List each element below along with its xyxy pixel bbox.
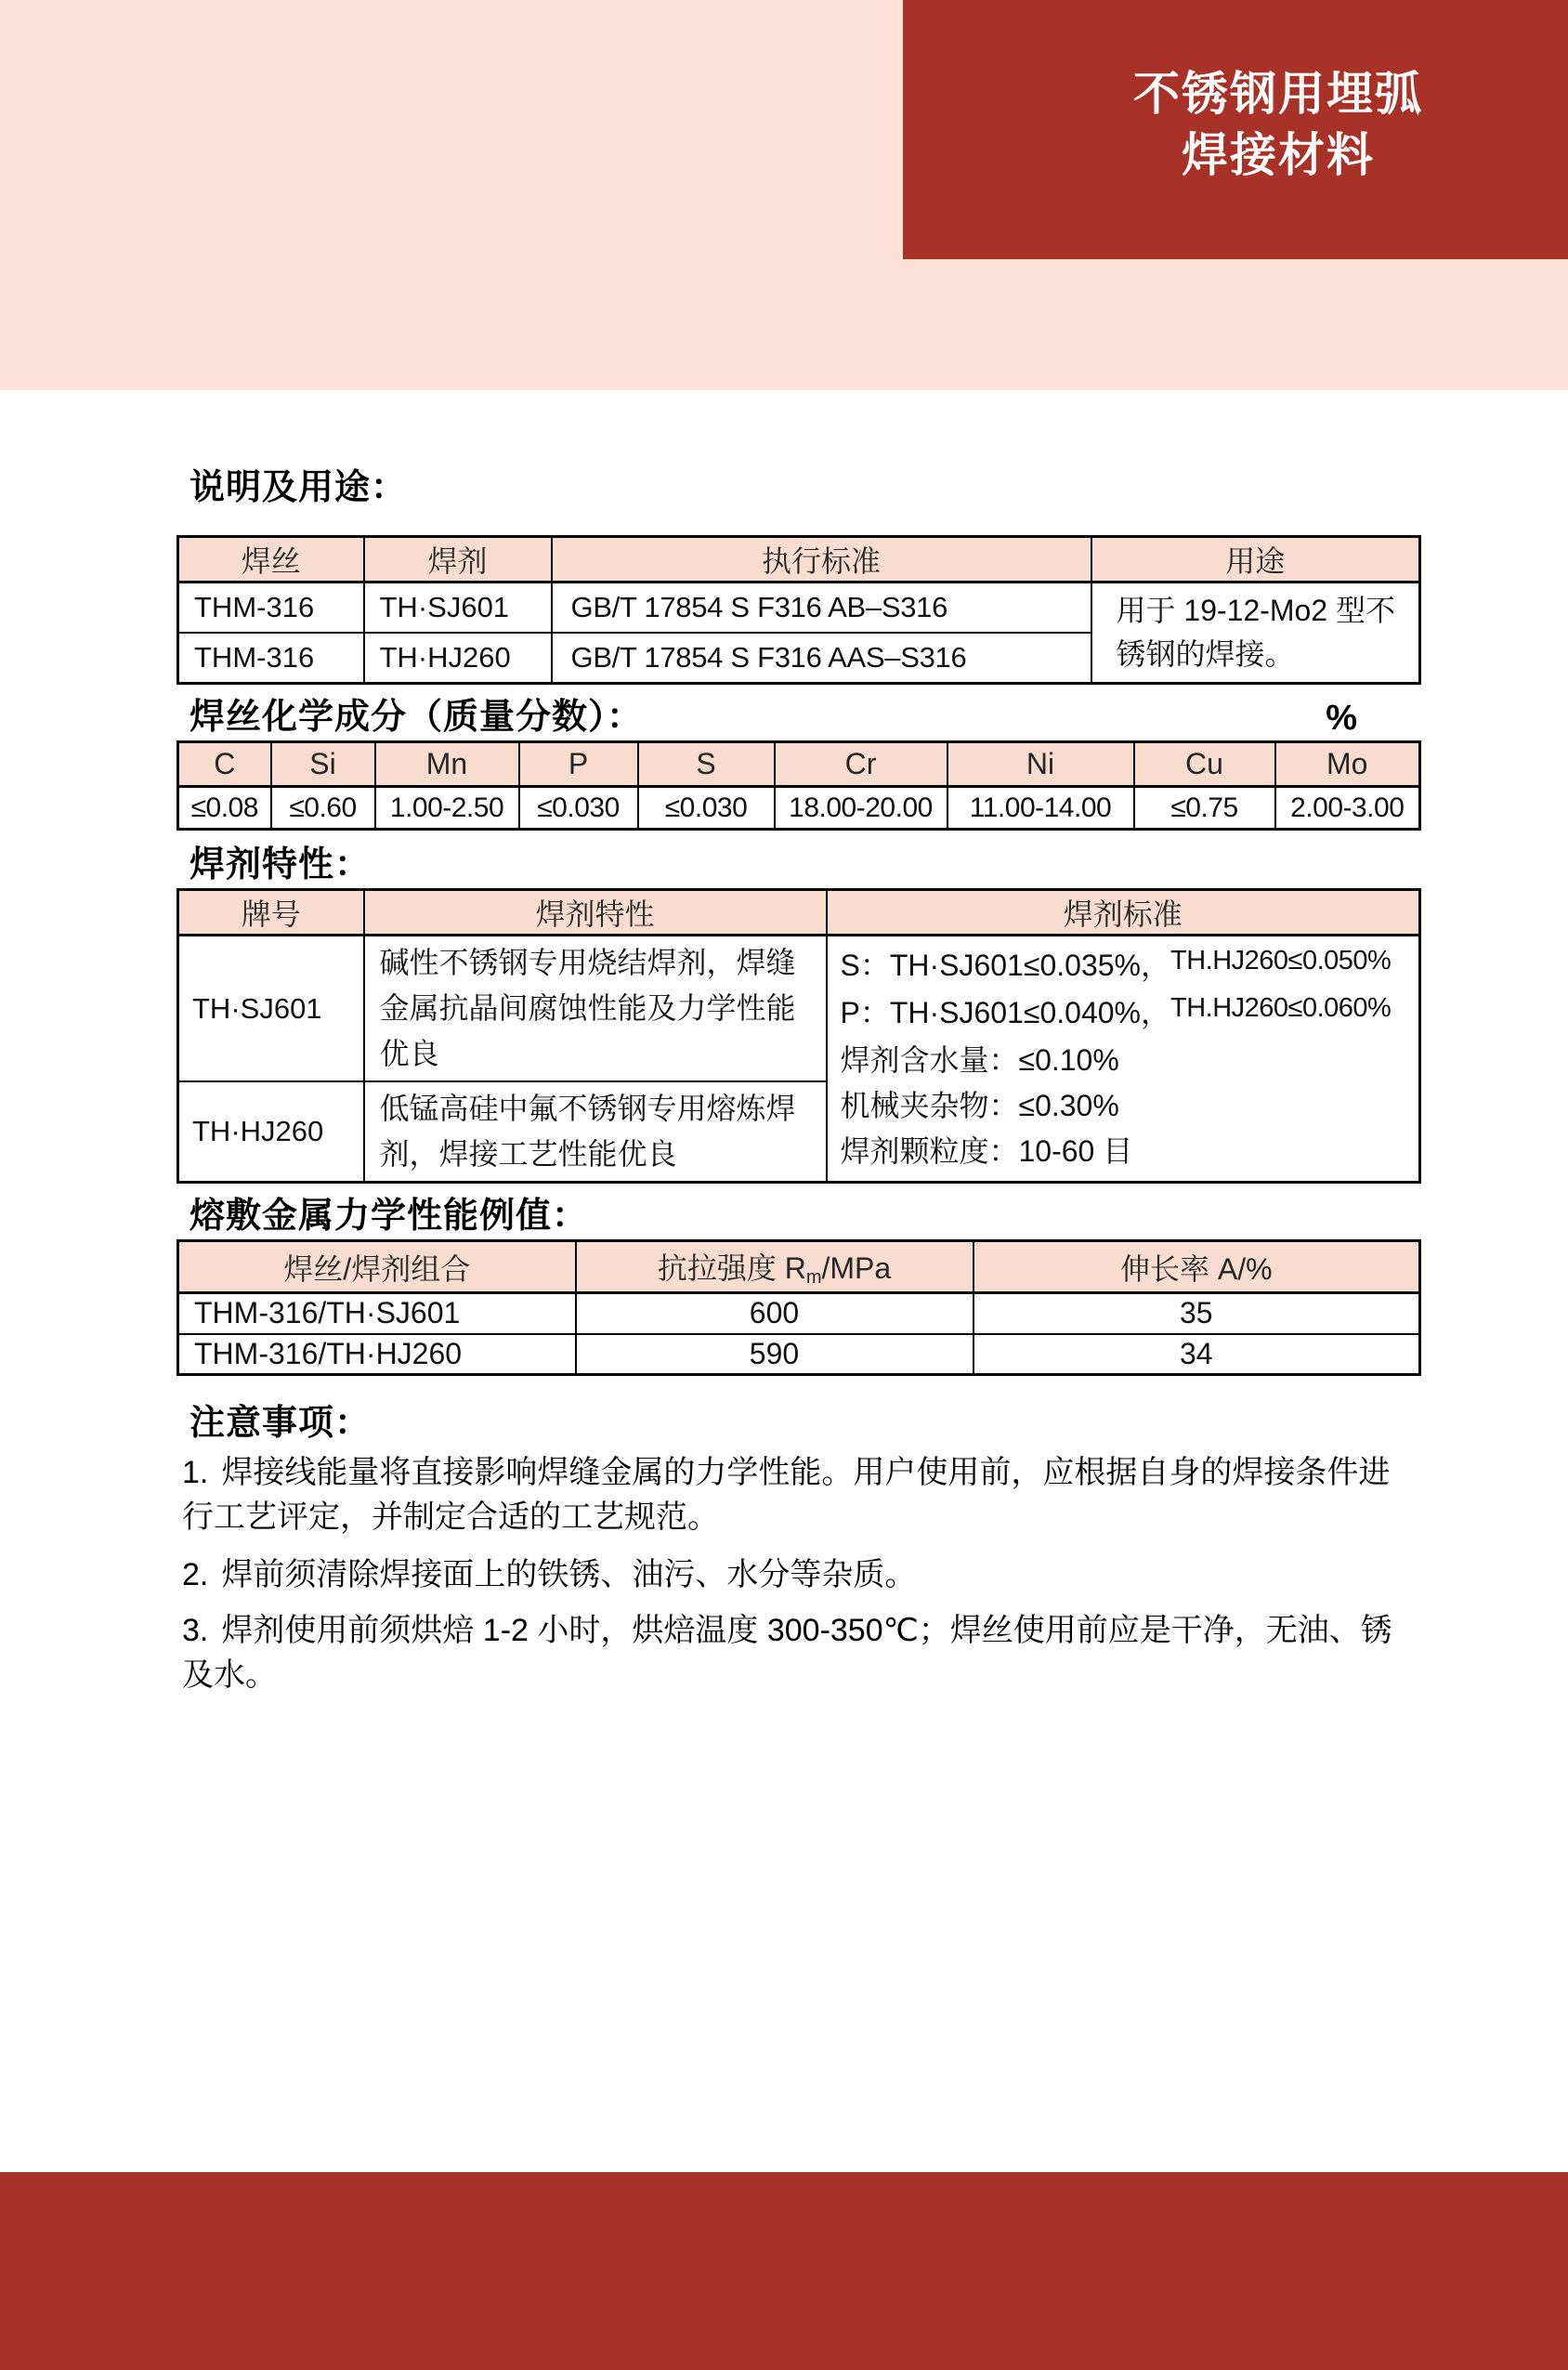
wire-cell: THM-316 (178, 583, 364, 634)
element-value: ≤0.030 (638, 787, 775, 830)
note-number: 2. (182, 1557, 209, 1592)
mechanical-section-heading: 熔敷金属力学性能例值： (189, 1197, 589, 1236)
standard-line (841, 943, 1414, 990)
property-cell: 低锰高硅中氟不锈钢专用熔炼焊剂，焊接工艺性能优良 (364, 1081, 827, 1183)
chemistry-table (176, 740, 1421, 831)
standard-line (841, 1083, 1414, 1129)
element-value: 1.00-2.50 (375, 787, 519, 830)
table-row (178, 787, 1420, 830)
element-value: 2.00-3.00 (1275, 787, 1420, 830)
title-banner (903, 0, 1568, 259)
standard-line-main: P：TH·SJ601≤0.040%， (840, 996, 1170, 1029)
usage-col-flux: 焊剂 (364, 537, 552, 583)
flux-table (176, 888, 1421, 1184)
note-text: 焊接线能量将直接影响焊缝金属的力学性能。用户使用前，应根据自身的焊接条件进行工艺评定，并制定合适的工艺规范。 (182, 1455, 1391, 1535)
note-number: 3. (182, 1613, 209, 1648)
table-row (178, 1334, 1420, 1375)
mechanical-table (176, 1239, 1421, 1376)
standard-line-sub: TH.HJ260≤0.050% (1170, 946, 1392, 975)
element-header: Cr (775, 742, 947, 787)
element-header: Ni (947, 742, 1134, 787)
flux-cell: TH·HJ260 (364, 633, 552, 684)
note-number: 1. (182, 1455, 209, 1490)
element-header: P (519, 742, 638, 787)
usage-col-standard: 执行标准 (552, 537, 1091, 583)
standard-cell: GB/T 17854 S F316 AB–S316 (552, 583, 1091, 634)
chemistry-unit-label: % (1326, 699, 1357, 738)
property-cell: 碱性不锈钢专用烧结焊剂，焊缝金属抗晶间腐蚀性能及力学性能优良 (364, 936, 827, 1082)
mech-col-tensile (576, 1241, 973, 1293)
standard-cell: GB/T 17854 S F316 AAS–S316 (552, 633, 1091, 684)
element-value: ≤0.08 (178, 787, 271, 830)
table-row (178, 583, 1420, 634)
chemistry-table-header-row (178, 742, 1420, 787)
table-row (178, 936, 1420, 1082)
tensile-cell: 600 (576, 1293, 973, 1334)
chemistry-section-heading: 焊丝化学成分（质量分数）： (189, 698, 644, 737)
page-title-line2: 焊接材料 (1182, 129, 1375, 181)
usage-table-header-row (178, 537, 1420, 583)
elongation-cell: 34 (973, 1334, 1420, 1375)
element-value: ≤0.030 (519, 787, 638, 830)
content-area (176, 465, 1418, 1697)
combo-cell: THM-316/TH·HJ260 (178, 1334, 576, 1375)
element-value: ≤0.75 (1134, 787, 1275, 830)
note-item (176, 1450, 1418, 1539)
mech-col-combo: 焊丝/焊剂组合 (178, 1241, 576, 1293)
element-header: Mo (1275, 742, 1420, 787)
notes-list (176, 1450, 1418, 1697)
usage-table (176, 535, 1421, 685)
standard-line-main: 机械夹杂物：≤0.30% (840, 1089, 1119, 1122)
notes-section-heading: 注意事项： (189, 1404, 372, 1443)
bottom-red-band (0, 2172, 1568, 2370)
element-value: 11.00-14.00 (947, 787, 1134, 830)
flux-cell: TH·SJ601 (364, 583, 552, 634)
page-title (903, 0, 1568, 186)
usage-col-wire: 焊丝 (178, 537, 364, 583)
element-header: Cu (1134, 742, 1275, 787)
element-value: 18.00-20.00 (775, 787, 947, 830)
standard-line (841, 1038, 1414, 1083)
flux-standard-cell (827, 936, 1420, 1183)
tensile-header-subscript: m (805, 1267, 822, 1288)
element-header: C (178, 742, 271, 787)
standard-line (841, 990, 1414, 1038)
flux-col-brand: 牌号 (178, 890, 364, 936)
combo-cell: THM-316/TH·SJ601 (178, 1293, 576, 1334)
standard-line-main: 焊剂含水量：≤0.10% (840, 1043, 1119, 1077)
mechanical-table-header-row (178, 1241, 1420, 1293)
flux-col-standard: 焊剂标准 (827, 890, 1420, 936)
flux-section-heading: 焊剂特性： (189, 845, 372, 884)
usage-section-heading: 说明及用途： (189, 468, 408, 507)
brand-cell: TH·HJ260 (178, 1081, 364, 1183)
element-header: S (638, 742, 775, 787)
element-header: Si (271, 742, 375, 787)
brand-cell: TH·SJ601 (178, 936, 364, 1082)
note-text: 焊剂使用前须烘焙 1-2 小时，烘焙温度 300-350℃；焊丝使用前应是干净，无油、锈及水。 (182, 1613, 1392, 1693)
wire-cell: THM-316 (178, 633, 364, 684)
note-item (176, 1552, 1418, 1597)
element-value: ≤0.60 (271, 787, 375, 830)
chemistry-heading-row (176, 694, 1418, 740)
tensile-header-post: /MPa (821, 1251, 892, 1285)
elongation-cell: 35 (973, 1293, 1420, 1334)
flux-table-header-row (178, 890, 1420, 936)
tensile-cell: 590 (576, 1334, 973, 1375)
element-header: Mn (375, 742, 519, 787)
standard-line (841, 1129, 1414, 1174)
standard-line-sub: TH.HJ260≤0.060% (1170, 993, 1392, 1023)
mech-col-elongation: 伸长率 A/% (973, 1241, 1420, 1293)
table-row (178, 1293, 1420, 1334)
note-text: 焊前须清除焊接面上的铁锈、油污、水分等杂质。 (221, 1557, 917, 1592)
usage-col-purpose: 用途 (1091, 537, 1420, 583)
standard-line-main: 焊剂颗粒度：10-60 目 (840, 1134, 1133, 1168)
flux-col-property: 焊剂特性 (364, 890, 827, 936)
tensile-header-pre: 抗拉强度 R (657, 1251, 806, 1285)
purpose-cell: 用于 19-12-Mo2 型不锈钢的焊接。 (1091, 583, 1420, 684)
standard-line-main: S：TH·SJ601≤0.035%， (840, 949, 1170, 982)
note-item (176, 1608, 1418, 1697)
page-title-line1: 不锈钢用埋弧 (1133, 68, 1423, 120)
